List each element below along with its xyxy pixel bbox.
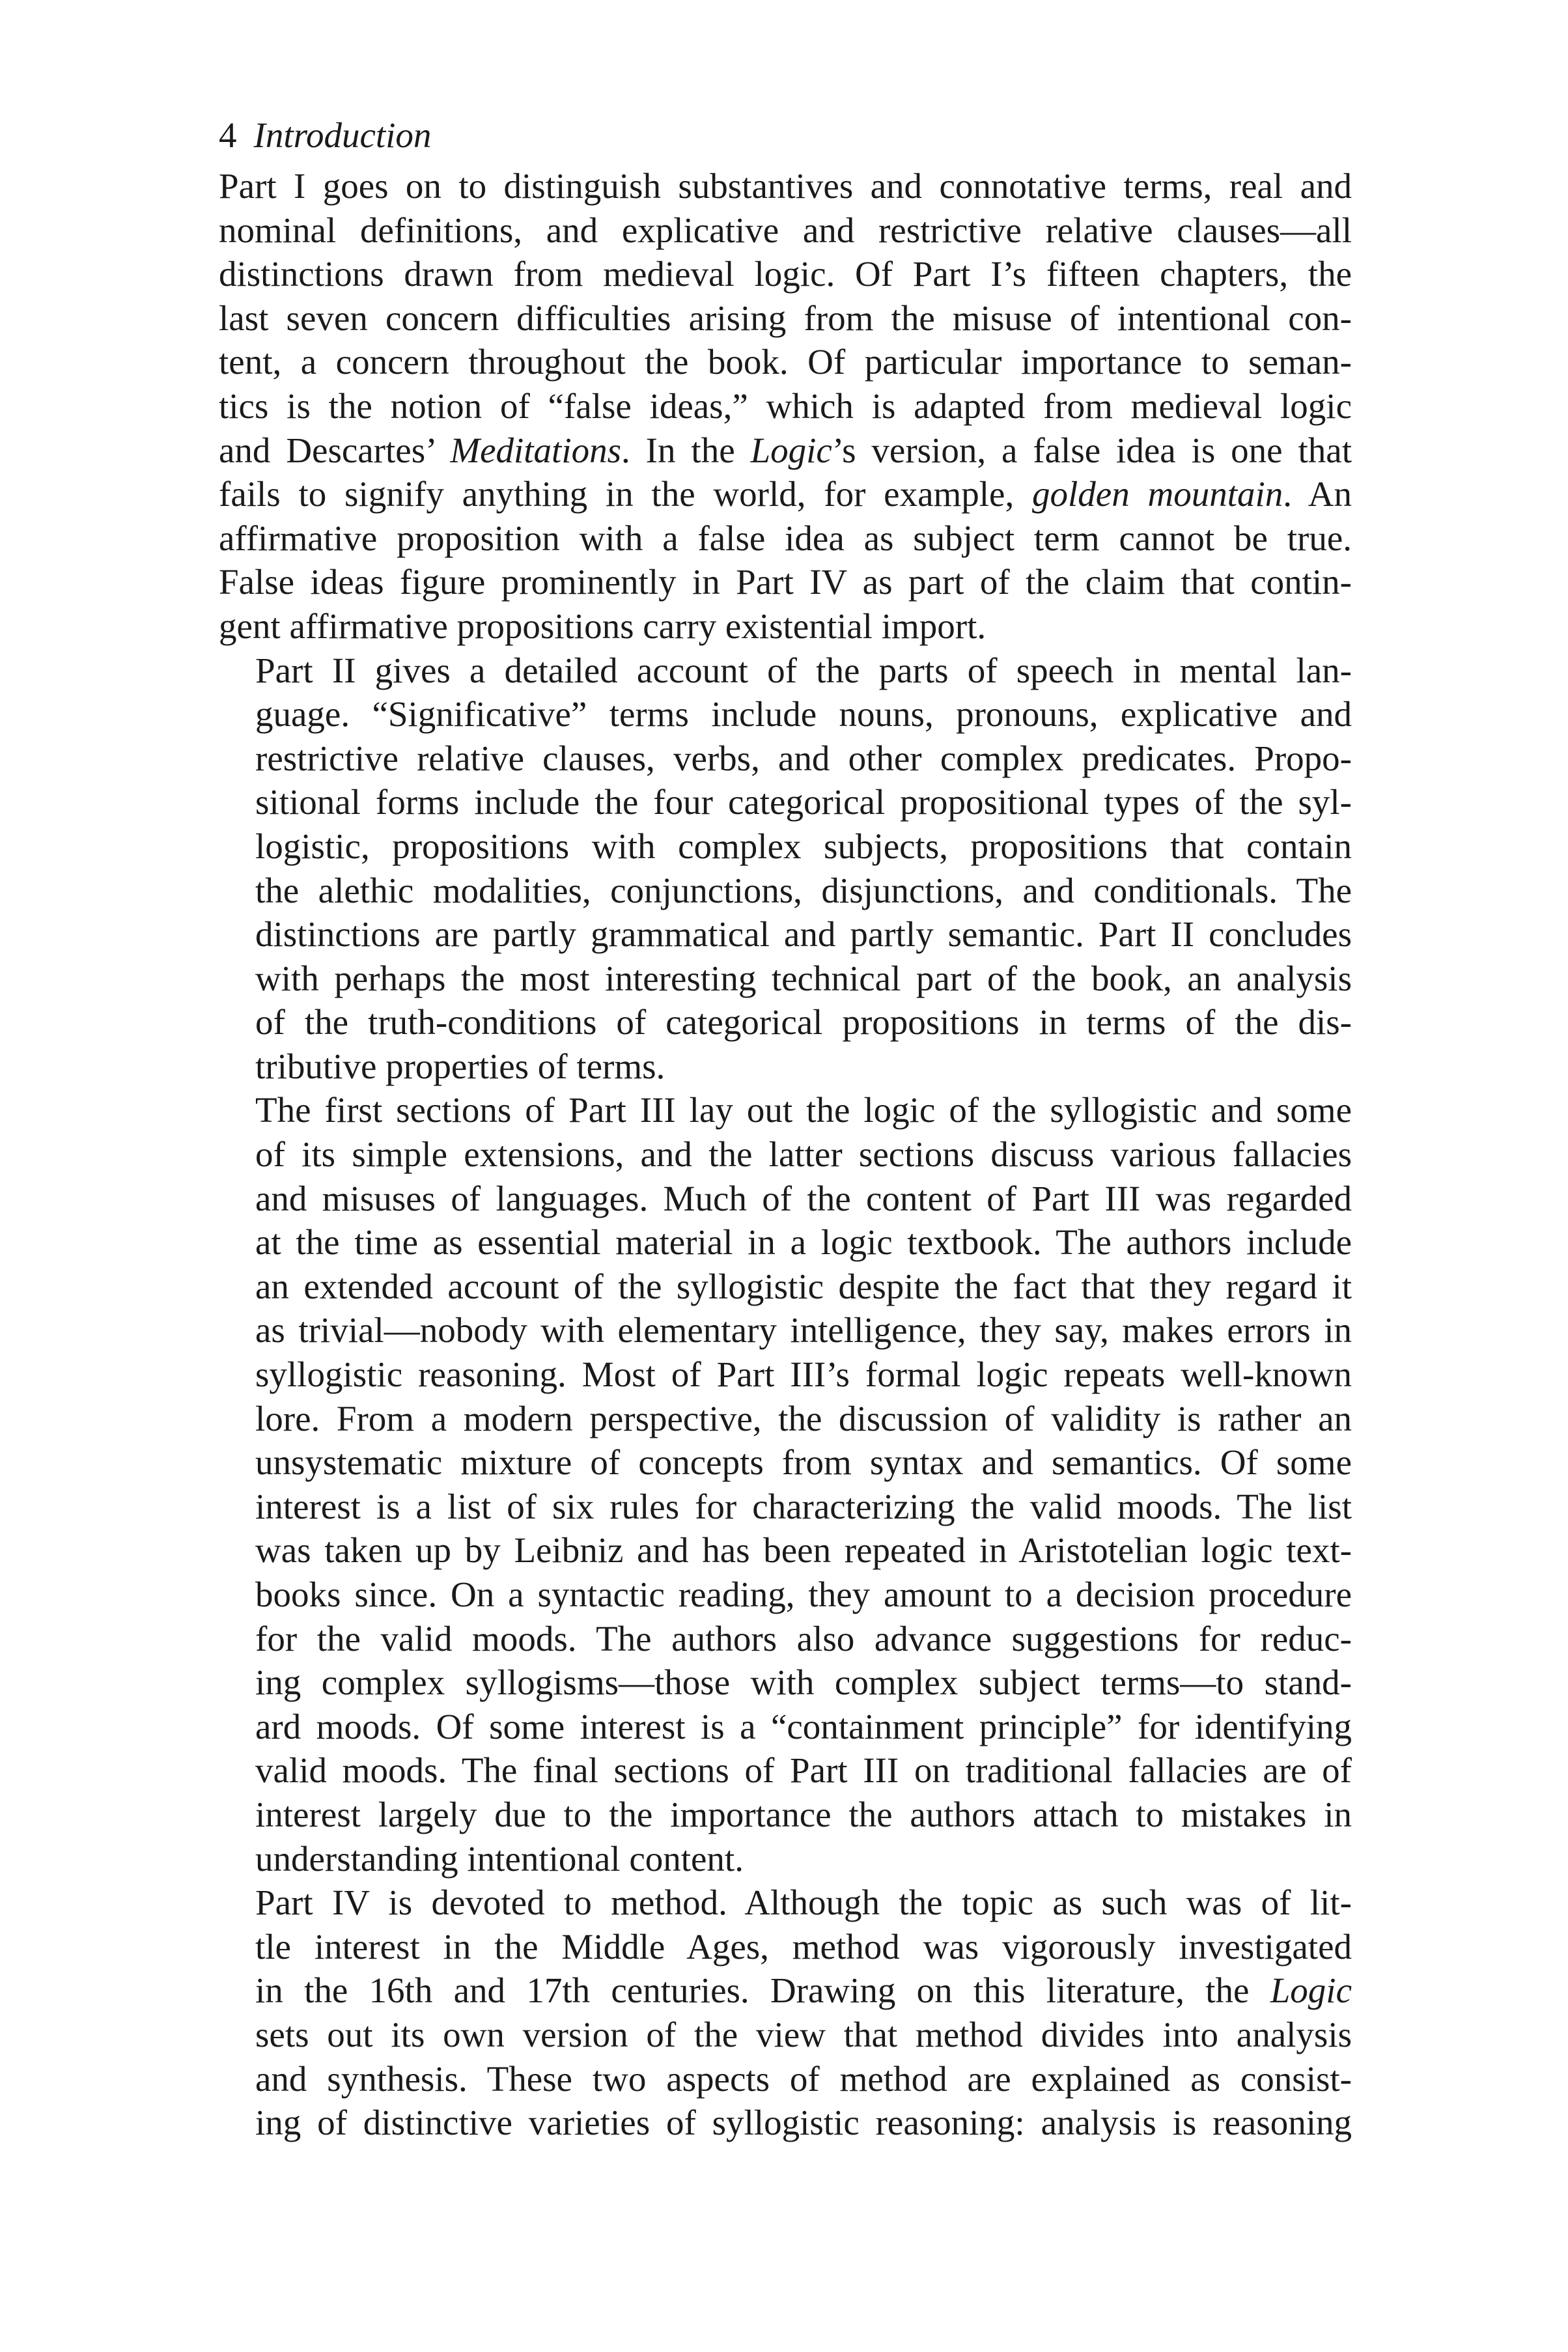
text-line (219, 1352, 1352, 1397)
text-line (219, 472, 1352, 516)
text-span: tributive properties of terms. (255, 1046, 665, 1086)
text-span: with perhaps the most interesting technical part of the book, an analysis (255, 958, 1352, 998)
text-span: The first sections of Part III lay out the logic of the syllogistic and some (255, 1090, 1352, 1130)
text-span: books since. On a syntactic reading, they amount to a decision procedure (255, 1575, 1352, 1614)
text-span: in the 16th and 17th centuries. Drawing on this literature, the (255, 1970, 1270, 2011)
text-span: valid moods. The final sections of Part III on traditional fallacies are of (255, 1750, 1352, 1791)
text-span: of the truth-conditions of categorical propositions in terms of the dis- (255, 1002, 1352, 1043)
italic-span: Logic (1270, 1970, 1352, 2011)
text-line (219, 692, 1352, 736)
text-span: tent, a concern throughout the book. Of particular importance to seman- (219, 342, 1352, 382)
text-span: last seven concern difficulties arising from the misuse of intentional con- (219, 298, 1352, 338)
text-line (219, 1308, 1352, 1352)
text-line (219, 1088, 1352, 1132)
text-line (219, 1528, 1352, 1573)
text-line (219, 1837, 1352, 1881)
text-line (219, 649, 1352, 693)
body-text (219, 164, 1352, 2145)
text-span: guage. “Significative” terms include nouns, pronouns, explicative and (255, 694, 1352, 735)
text-line (219, 1440, 1352, 1485)
text-span: False ideas figure prominently in Part IV as part of the claim that contin- (219, 562, 1352, 602)
text-line (219, 1573, 1352, 1617)
text-span: distinctions drawn from medieval logic. Of Part I’s fifteen chapters, the (219, 254, 1352, 294)
book-page (219, 112, 1352, 2145)
text-line (219, 957, 1352, 1001)
text-span: ’s version, a false idea is one that (832, 430, 1352, 470)
text-line (219, 1881, 1352, 1925)
text-line (219, 1177, 1352, 1221)
paragraph (219, 1881, 1352, 2145)
text-line (219, 428, 1352, 473)
text-line (219, 1660, 1352, 1705)
running-head (219, 112, 1352, 159)
text-line (219, 1132, 1352, 1177)
text-span: as trivial—nobody with elementary intelligence, they say, makes errors in (255, 1310, 1352, 1351)
text-line (219, 384, 1352, 428)
text-span: an extended account of the syllogistic despite the fact that they regard it (255, 1266, 1352, 1306)
text-line (219, 1748, 1352, 1793)
text-span: interest largely due to the importance the authors attach to mistakes in (255, 1794, 1352, 1834)
text-span: and Descartes’ (219, 430, 451, 470)
text-line (219, 1397, 1352, 1441)
text-span: . An (1283, 474, 1352, 514)
text-span: . In the (621, 430, 751, 470)
text-line (219, 252, 1352, 296)
text-line (219, 516, 1352, 561)
text-span: tle interest in the Middle Ages, method was vigorously investigated (255, 1926, 1352, 1967)
text-line (219, 1265, 1352, 1309)
text-line (219, 824, 1352, 869)
text-line (219, 1485, 1352, 1529)
text-line (219, 164, 1352, 208)
text-line (219, 780, 1352, 824)
text-line (219, 1793, 1352, 1837)
paragraph (219, 649, 1352, 1089)
section-title: Introduction (253, 115, 432, 155)
text-line (219, 1220, 1352, 1265)
text-span: unsystematic mixture of concepts from syntax and semantics. Of some (255, 1442, 1352, 1483)
text-line (219, 2101, 1352, 2145)
text-line (219, 1044, 1352, 1089)
page-number: 4 (219, 115, 237, 155)
text-line (219, 1617, 1352, 1661)
text-span: Part I goes on to distinguish substantives and connotative terms, real and (219, 166, 1352, 206)
text-line (219, 560, 1352, 604)
italic-span: Logic (750, 430, 832, 470)
text-span: sets out its own version of the view that method divides into analysis (255, 2014, 1352, 2054)
text-span: gent affirmative propositions carry existential import. (219, 606, 987, 646)
text-span: at the time as essential material in a logic textbook. The authors include (255, 1222, 1352, 1263)
paragraph (219, 1088, 1352, 1881)
text-span: of its simple extensions, and the latter sections discuss various fallacies (255, 1134, 1352, 1175)
text-span: sitional forms include the four categorical propositional types of the syl- (255, 782, 1352, 822)
text-span: ing complex syllogisms—those with complex subject terms—to stand- (255, 1662, 1352, 1703)
text-span: Part IV is devoted to method. Although the topic as such was of lit- (255, 1883, 1352, 1923)
text-span: ard moods. Of some interest is a “containment principle” for identifying (255, 1706, 1352, 1746)
text-span: restrictive relative clauses, verbs, and other complex predicates. Propo- (255, 738, 1352, 778)
text-line (219, 869, 1352, 913)
text-span: nominal definitions, and explicative and restrictive relative clauses—all (219, 210, 1352, 250)
text-line (219, 604, 1352, 649)
text-span: lore. From a modern perspective, the discussion of validity is rather an (255, 1398, 1352, 1438)
text-line (219, 912, 1352, 957)
text-line (219, 2013, 1352, 2057)
text-span: and synthesis. These two aspects of method are explained as consist- (255, 2058, 1352, 2099)
text-span: understanding intentional content. (255, 1838, 744, 1879)
text-span: syllogistic reasoning. Most of Part III’s formal logic repeats well-known (255, 1354, 1352, 1395)
text-line (219, 1000, 1352, 1044)
text-span: for the valid moods. The authors also advance suggestions for reduc- (255, 1618, 1352, 1659)
text-span: the alethic modalities, conjunctions, disjunctions, and conditionals. The (255, 870, 1352, 910)
text-line (219, 1968, 1352, 2013)
text-span: tics is the notion of “false ideas,” which is adapted from medieval logic (219, 385, 1352, 426)
text-span: ing of distinctive varieties of syllogistic reasoning: analysis is reasoning (255, 2103, 1352, 2143)
text-line (219, 2057, 1352, 2101)
text-line (219, 340, 1352, 384)
italic-span: golden mountain (1032, 474, 1283, 514)
italic-span: Meditations (450, 430, 622, 470)
text-span: logistic, propositions with complex subjects, propositions that contain (255, 826, 1352, 866)
text-span: distinctions are partly grammatical and partly semantic. Part II concludes (255, 914, 1352, 955)
text-line (219, 1925, 1352, 1969)
paragraph (219, 164, 1352, 649)
text-span: and misuses of languages. Much of the content of Part III was regarded (255, 1178, 1352, 1218)
text-line (219, 208, 1352, 253)
text-span: affirmative proposition with a false idea as subject term cannot be true. (219, 518, 1352, 558)
text-line (219, 296, 1352, 341)
text-span: Part II gives a detailed account of the parts of speech in mental lan- (255, 650, 1352, 690)
text-span: interest is a list of six rules for characterizing the valid moods. The list (255, 1486, 1352, 1526)
text-line (219, 1705, 1352, 1749)
text-span: was taken up by Leibniz and has been repeated in Aristotelian logic text- (255, 1530, 1352, 1571)
text-line (219, 736, 1352, 781)
text-span: fails to signify anything in the world, for example, (219, 474, 1032, 514)
